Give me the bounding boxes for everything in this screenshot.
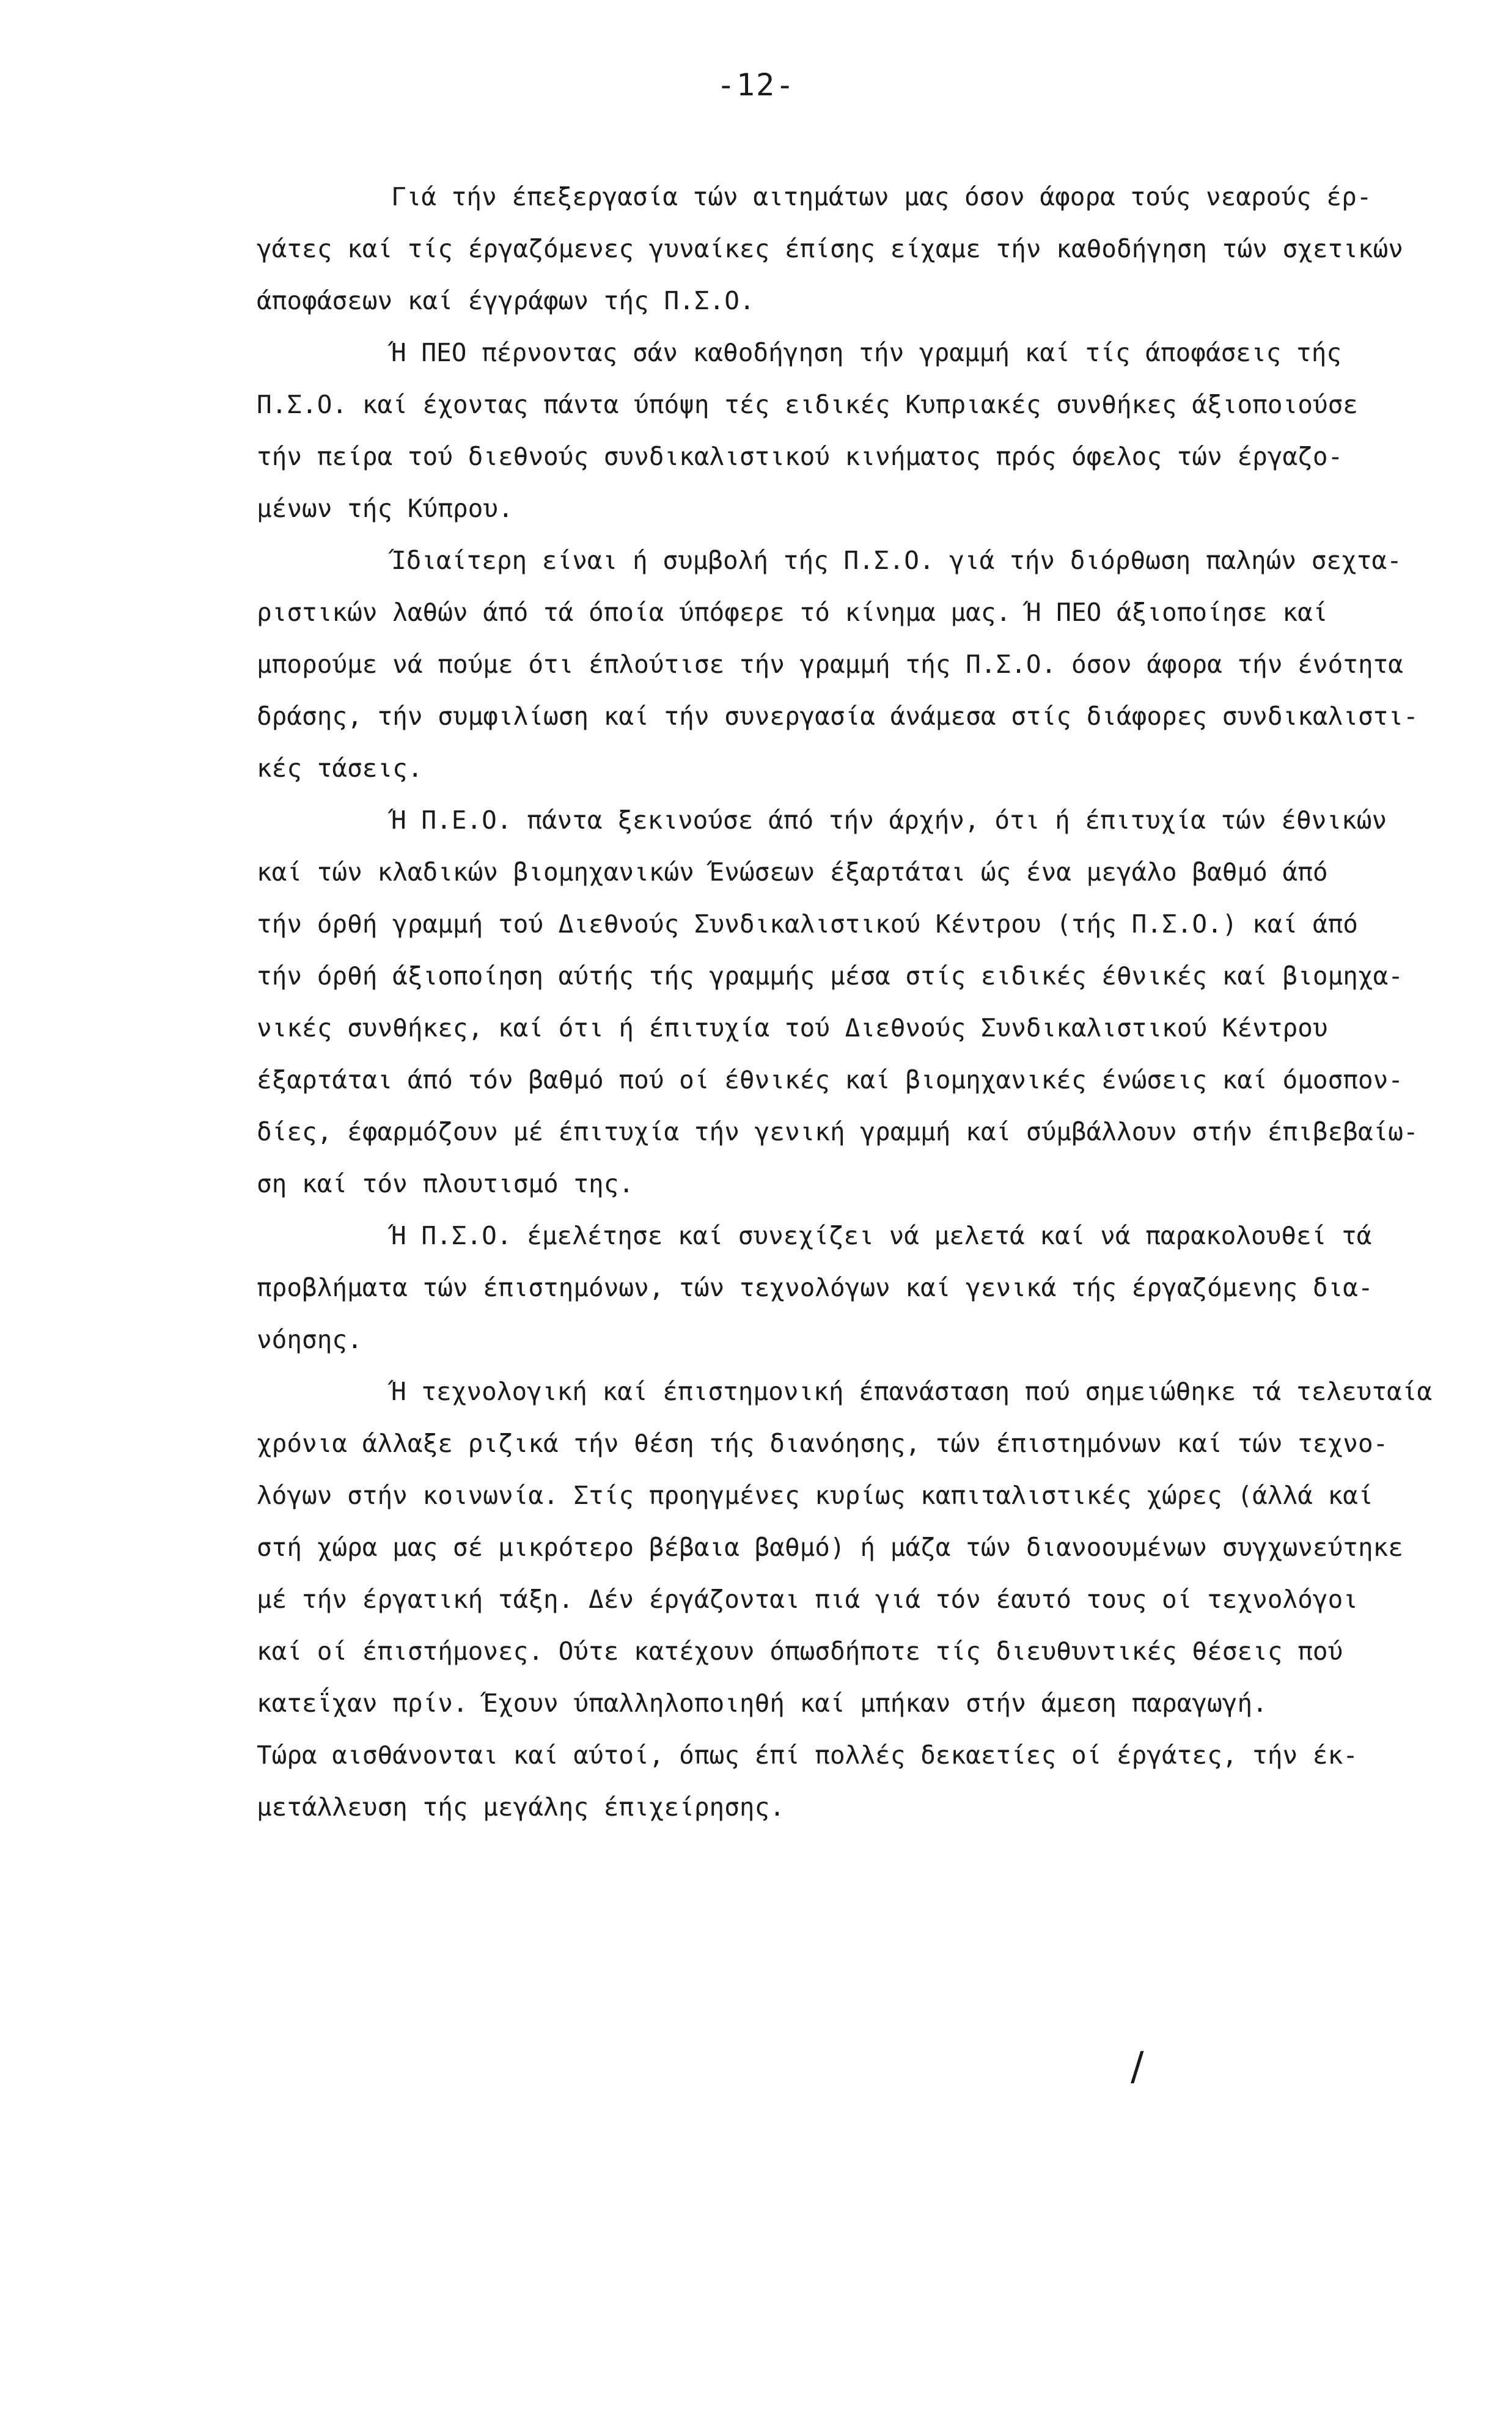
text-line: νόησης.	[257, 1325, 362, 1354]
text-line: μπορούμε νά πούμε ότι έπλούτισε τήν γραμμή τής Π.Σ.Ο. όσον άφορα τήν ένότητα	[257, 650, 1403, 679]
text-line: άποφάσεων καί έγγράφων τής Π.Σ.Ο.	[257, 286, 755, 315]
text-line: λόγων στήν κοινωνία. Στίς προηγμένες κυρίως καπιταλιστικές χώρες (άλλά καί	[257, 1481, 1373, 1510]
text-line: κατεΐχαν πρίν. Έχουν ύπαλληλοποιηθή καί μπήκαν στήν άμεση παραγωγή.	[257, 1689, 1268, 1718]
text-line: καί τών κλαδικών βιομηχανικών Ένώσεων έξαρτάται ώς ένα μεγάλο βαθμό άπό	[257, 857, 1328, 887]
end-slash-mark: /	[1131, 2044, 1144, 2089]
text-line: μένων τής Κύπρου.	[257, 494, 513, 523]
text-line: Γιά τήν έπεξεργασία τών αιτημάτων μας όσον άφορα τούς νεαρούς έρ-	[391, 182, 1372, 211]
text-line: μέ τήν έργατική τάξη. Δέν έργάζονται πιά γιά τόν έαυτό τους οί τεχνολόγοι	[257, 1585, 1358, 1614]
text-line: τήν πείρα τού διεθνούς συνδικαλιστικού κινήματος πρός όφελος τών έργαζο-	[257, 442, 1343, 471]
paragraph-3	[257, 535, 1467, 794]
paragraph-6	[257, 1366, 1467, 1833]
text-line: μετάλλευση τής μεγάλης έπιχείρησης.	[257, 1792, 785, 1822]
document-body	[257, 171, 1467, 1833]
paragraph-5	[257, 1210, 1467, 1366]
text-line: χρόνια άλλαξε ριζικά τήν θέση τής διανόησης, τών έπιστημόνων καί τών τεχνο-	[257, 1429, 1389, 1458]
text-line: Ή Π.Ε.Ο. πάντα ξεκινούσε άπό τήν άρχήν, ότι ή έπιτυχία τών έθνικών	[391, 805, 1387, 835]
text-line: δίες, έφαρμόζουν μέ έπιτυχία τήν γενική γραμμή καί σύμβάλλουν στήν έπιβεβαίω-	[257, 1117, 1418, 1146]
text-line: τήν όρθή γραμμή τού Διεθνούς Συνδικαλιστικού Κέντρου (τής Π.Σ.Ο.) καί άπό	[257, 909, 1358, 939]
page-number: -12-	[716, 67, 796, 103]
text-line: έξαρτάται άπό τόν βαθμό πού οί έθνικές καί βιομηχανικές ένώσεις καί όμοσπον-	[257, 1065, 1403, 1094]
text-line: Π.Σ.Ο. καί έχοντας πάντα ύπόψη τές ειδικές Κυπριακές συνθήκες άξιοποιούσε	[257, 390, 1358, 419]
text-line: προβλήματα τών έπιστημόνων, τών τεχνολόγων καί γενικά τής έργαζόμενης δια-	[257, 1273, 1373, 1302]
text-line: στή χώρα μας σέ μικρότερο βέβαια βαθμό) ή μάζα τών διανοουμένων συγχωνεύτηκε	[257, 1533, 1403, 1562]
text-line: Ή ΠΕΟ πέρνοντας σάν καθοδήγηση τήν γραμμή καί τίς άποφάσεις τής	[391, 338, 1342, 367]
text-line: κές τάσεις.	[257, 754, 423, 783]
text-line: νικές συνθήκες, καί ότι ή έπιτυχία τού Διεθνούς Συνδικαλιστικού Κέντρου	[257, 1013, 1328, 1043]
text-line: Ή Π.Σ.Ο. έμελέτησε καί συνεχίζει νά μελετά καί νά παρακολουθεί τά	[391, 1221, 1372, 1250]
paragraph-4	[257, 794, 1467, 1210]
text-line: καί οί έπιστήμονες. Ούτε κατέχουν όπωσδήποτε τίς διευθυντικές θέσεις πού	[257, 1637, 1343, 1666]
text-line: ριστικών λαθών άπό τά όποία ύπόφερε τό κίνημα μας. Ή ΠΕΟ άξιοποίησε καί	[257, 598, 1328, 627]
text-line: γάτες καί τίς έργαζόμενες γυναίκες έπίσης είχαμε τήν καθοδήγηση τών σχετικών	[257, 234, 1403, 263]
paragraph-2	[257, 327, 1467, 535]
text-line: Τώρα αισθάνονται καί αύτοί, όπως έπί πολλές δεκαετίες οί έργάτες, τήν έκ-	[257, 1740, 1358, 1770]
text-line: Ίδιαίτερη είναι ή συμβολή τής Π.Σ.Ο. γιά τήν διόρθωση παληών σεχτα-	[391, 546, 1402, 575]
text-line: δράσης, τήν συμφιλίωση καί τήν συνεργασία άνάμεσα στίς διάφορες συνδικαλιστι-	[257, 702, 1418, 731]
text-line: ση καί τόν πλουτισμό της.	[257, 1169, 634, 1198]
text-line: τήν όρθή άξιοποίηση αύτής τής γραμμής μέσα στίς ειδικές έθνικές καί βιομηχα-	[257, 961, 1403, 991]
paragraph-1	[257, 171, 1467, 327]
text-line: Ή τεχνολογική καί έπιστημονική έπανάσταση πού σημειώθηκε τά τελευταία	[391, 1377, 1433, 1406]
